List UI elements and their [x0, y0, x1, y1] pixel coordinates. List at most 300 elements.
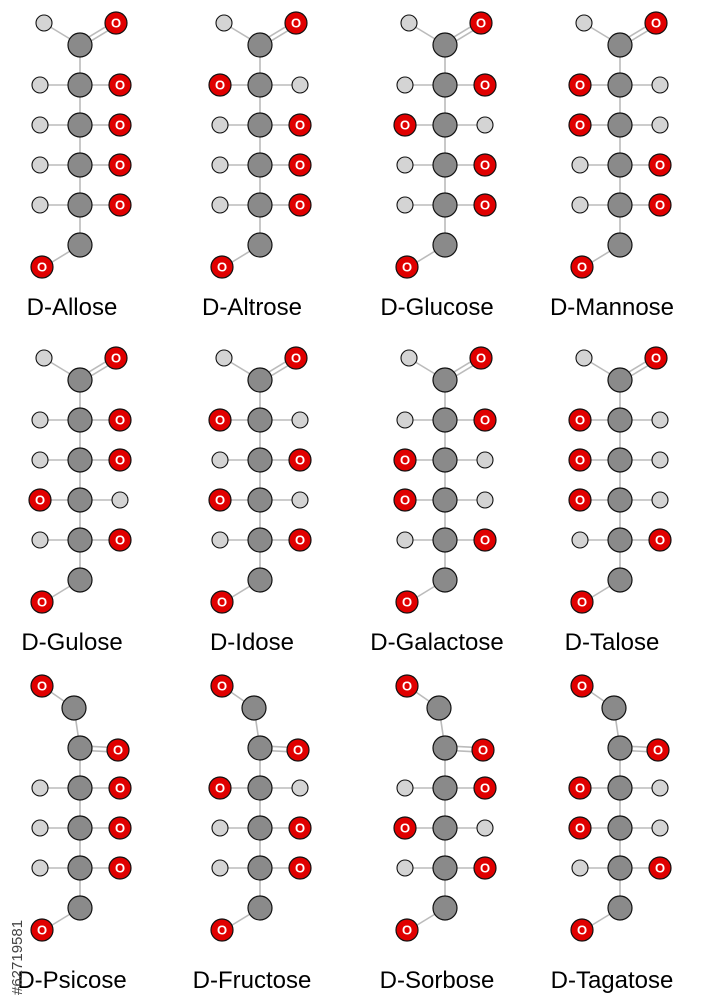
hydrogen-atom — [397, 197, 413, 213]
oxygen-atom — [472, 739, 494, 761]
carbon-atom — [608, 73, 632, 97]
molecule-name-label: D-Gulose — [21, 629, 123, 656]
molecule-name-label: D-Mannose — [549, 294, 675, 321]
oxygen-atom-label: O — [216, 594, 228, 610]
hydrogen-atom — [397, 412, 413, 428]
oxygen-atom-label: O — [401, 594, 413, 610]
bond-group — [580, 23, 660, 267]
carbon-atom — [248, 368, 272, 392]
oxygen-atom — [396, 675, 418, 697]
carbon-atom — [608, 528, 632, 552]
carbon-atom — [433, 816, 457, 840]
oxygen-atom — [109, 529, 131, 551]
oxygen-atom — [569, 74, 591, 96]
oxygen-atom — [31, 256, 53, 278]
hydrogen-atom — [397, 77, 413, 93]
carbon-atom — [242, 696, 266, 720]
oxygen-atom — [396, 256, 418, 278]
hydrogen-atom — [32, 157, 48, 173]
molecule-d-altrose — [202, 12, 311, 321]
oxygen-atom — [289, 114, 311, 136]
molecule-d-mannose — [550, 12, 674, 321]
hydrogen-atom — [576, 350, 592, 366]
oxygen-atom — [569, 817, 591, 839]
molecule-name-label: D-Idose — [209, 629, 295, 656]
oxygen-atom — [31, 675, 53, 697]
carbon-atom — [248, 816, 272, 840]
oxygen-atom-label: O — [576, 594, 588, 610]
molecule-d-talose — [565, 347, 671, 656]
oxygen-atom — [289, 857, 311, 879]
oxygen-atom — [474, 857, 496, 879]
bond-group — [405, 688, 485, 930]
carbon-atom — [68, 776, 92, 800]
oxygen-atom — [109, 777, 131, 799]
oxygen-atom-label: O — [114, 780, 126, 796]
hydrogen-atom — [212, 197, 228, 213]
oxygen-atom — [474, 529, 496, 551]
carbon-atom — [608, 816, 632, 840]
oxygen-atom-label: O — [475, 15, 487, 31]
oxygen-atom — [396, 919, 418, 941]
carbon-atom — [68, 113, 92, 137]
molecule-d-gulose — [21, 347, 131, 656]
molecule-d-fructose — [193, 675, 312, 994]
oxygen-atom — [474, 194, 496, 216]
oxygen-atom-label: O — [652, 742, 664, 758]
oxygen-atom-label: O — [294, 117, 306, 133]
molecule-d-allose — [27, 12, 131, 321]
oxygen-atom-label: O — [399, 117, 411, 133]
oxygen-atom — [31, 919, 53, 941]
molecule-d-galactose — [370, 347, 503, 656]
carbon-atom — [248, 568, 272, 592]
carbon-atom — [433, 33, 457, 57]
oxygen-atom-label: O — [290, 15, 302, 31]
bond-group — [220, 23, 300, 267]
oxygen-atom — [571, 591, 593, 613]
oxygen-atom-label: O — [36, 922, 48, 938]
carbon-atom — [248, 153, 272, 177]
hydrogen-atom — [292, 780, 308, 796]
oxygen-atom-label: O — [650, 15, 662, 31]
carbon-atom — [248, 193, 272, 217]
oxygen-atom-label: O — [574, 820, 586, 836]
carbon-atom — [68, 856, 92, 880]
oxygen-atom — [109, 817, 131, 839]
bond-group — [405, 358, 485, 602]
carbon-atom — [248, 73, 272, 97]
oxygen-atom — [105, 347, 127, 369]
hydrogen-atom — [32, 77, 48, 93]
oxygen-atom-label: O — [479, 197, 491, 213]
oxygen-atom-label: O — [477, 742, 489, 758]
carbon-atom — [248, 776, 272, 800]
oxygen-atom — [209, 489, 231, 511]
carbon-atom — [248, 408, 272, 432]
carbon-atom — [433, 736, 457, 760]
oxygen-atom — [394, 114, 416, 136]
carbon-atom — [433, 408, 457, 432]
hydrogen-atom — [32, 412, 48, 428]
oxygen-atom — [109, 449, 131, 471]
carbon-atom — [248, 33, 272, 57]
oxygen-atom-label: O — [574, 412, 586, 428]
hydrogen-atom — [652, 492, 668, 508]
hydrogen-atom — [212, 452, 228, 468]
carbon-atom — [433, 448, 457, 472]
oxygen-atom — [394, 449, 416, 471]
oxygen-atom-label: O — [574, 492, 586, 508]
oxygen-atom-label: O — [294, 820, 306, 836]
oxygen-atom — [394, 489, 416, 511]
hydrogen-atom — [652, 780, 668, 796]
bond-group — [40, 358, 120, 602]
oxygen-atom — [569, 489, 591, 511]
carbon-atom — [68, 736, 92, 760]
carbon-atom — [68, 233, 92, 257]
oxygen-atom-label: O — [574, 77, 586, 93]
carbon-atom — [433, 528, 457, 552]
oxygen-atom-label: O — [112, 742, 124, 758]
hydrogen-atom — [112, 492, 128, 508]
oxygen-atom-label: O — [294, 157, 306, 173]
carbon-atom — [248, 528, 272, 552]
oxygen-atom-label: O — [294, 452, 306, 468]
oxygen-atom — [109, 74, 131, 96]
oxygen-atom-label: O — [114, 412, 126, 428]
hydrogen-atom — [397, 532, 413, 548]
oxygen-atom-label: O — [216, 922, 228, 938]
oxygen-atom — [29, 489, 51, 511]
oxygen-atom — [289, 449, 311, 471]
carbon-atom — [248, 233, 272, 257]
oxygen-atom — [109, 409, 131, 431]
carbon-atom — [68, 153, 92, 177]
carbon-atom — [608, 233, 632, 257]
oxygen-atom-label: O — [576, 678, 588, 694]
hydrogen-atom — [652, 452, 668, 468]
oxygen-atom — [31, 591, 53, 613]
oxygen-atom-label: O — [479, 77, 491, 93]
hydrogen-atom — [32, 117, 48, 133]
hydrogen-atom — [572, 532, 588, 548]
molecule-name-label: D-Sorbose — [379, 967, 495, 994]
carbon-atom — [68, 73, 92, 97]
oxygen-atom-label: O — [36, 594, 48, 610]
carbon-atom — [68, 816, 92, 840]
carbon-atom — [68, 448, 92, 472]
oxygen-atom-label: O — [576, 922, 588, 938]
oxygen-atom — [470, 347, 492, 369]
carbon-atom — [427, 696, 451, 720]
carbon-atom — [248, 856, 272, 880]
bond-group — [405, 23, 485, 267]
hydrogen-atom — [652, 117, 668, 133]
oxygen-atom — [571, 675, 593, 697]
carbon-atom — [68, 368, 92, 392]
oxygen-atom — [109, 194, 131, 216]
oxygen-atom — [287, 739, 309, 761]
oxygen-atom-label: O — [114, 157, 126, 173]
oxygen-atom-label: O — [475, 350, 487, 366]
oxygen-atom — [474, 777, 496, 799]
carbon-atom — [608, 448, 632, 472]
carbon-atom — [608, 33, 632, 57]
oxygen-atom-label: O — [294, 197, 306, 213]
carbon-atom — [68, 408, 92, 432]
oxygen-atom — [289, 529, 311, 551]
carbon-atom — [248, 448, 272, 472]
hydrogen-atom — [32, 532, 48, 548]
oxygen-atom — [474, 409, 496, 431]
oxygen-atom-label: O — [114, 532, 126, 548]
hydrogen-atom — [36, 15, 52, 31]
oxygen-atom-label: O — [654, 860, 666, 876]
hydrogen-atom — [212, 860, 228, 876]
oxygen-atom-label: O — [290, 350, 302, 366]
hydrogen-atom — [397, 860, 413, 876]
carbon-atom — [68, 528, 92, 552]
hydrogen-atom — [216, 350, 232, 366]
oxygen-atom-label: O — [36, 678, 48, 694]
hydrogen-atom — [32, 197, 48, 213]
oxygen-atom — [647, 739, 669, 761]
hydrogen-atom — [32, 820, 48, 836]
oxygen-atom — [649, 154, 671, 176]
oxygen-atom-label: O — [401, 922, 413, 938]
carbon-atom — [248, 896, 272, 920]
hydrogen-atom — [212, 532, 228, 548]
molecule-name-label: D-Tagatose — [550, 967, 674, 994]
molecule-name-label: D-Talose — [564, 629, 660, 656]
molecule-name-label: D-Allose — [26, 294, 118, 321]
oxygen-atom-label: O — [479, 532, 491, 548]
oxygen-atom — [109, 114, 131, 136]
bond-group — [40, 23, 120, 267]
oxygen-atom-label: O — [114, 860, 126, 876]
carbon-atom — [608, 153, 632, 177]
oxygen-atom-label: O — [292, 742, 304, 758]
hydrogen-atom — [576, 15, 592, 31]
hydrogen-atom — [572, 860, 588, 876]
oxygen-atom — [285, 12, 307, 34]
molecule-name-label: D-Galactose — [370, 629, 504, 656]
oxygen-atom-label: O — [654, 157, 666, 173]
hydrogen-atom — [652, 412, 668, 428]
oxygen-atom-label: O — [574, 780, 586, 796]
oxygen-atom — [649, 529, 671, 551]
oxygen-atom — [474, 74, 496, 96]
oxygen-atom — [107, 739, 129, 761]
hydrogen-atom — [477, 452, 493, 468]
hydrogen-atom — [32, 780, 48, 796]
hydrogen-atom — [652, 77, 668, 93]
hydrogen-atom — [477, 117, 493, 133]
oxygen-atom — [109, 857, 131, 879]
oxygen-atom-label: O — [114, 820, 126, 836]
oxygen-atom-label: O — [654, 197, 666, 213]
oxygen-atom — [649, 857, 671, 879]
oxygen-atom — [645, 12, 667, 34]
carbon-atom — [433, 73, 457, 97]
oxygen-atom — [394, 817, 416, 839]
oxygen-atom — [569, 777, 591, 799]
oxygen-atom-label: O — [214, 77, 226, 93]
carbon-atom — [62, 696, 86, 720]
oxygen-atom-label: O — [401, 678, 413, 694]
carbon-atom — [68, 568, 92, 592]
bond-group — [220, 358, 300, 602]
hydrogen-atom — [212, 820, 228, 836]
hydrogen-atom — [216, 15, 232, 31]
carbon-atom — [608, 368, 632, 392]
carbon-atom — [608, 776, 632, 800]
oxygen-atom — [396, 591, 418, 613]
hydrogen-atom — [36, 350, 52, 366]
carbon-atom — [433, 233, 457, 257]
watermark-id: #62719581 — [9, 919, 26, 995]
oxygen-atom-label: O — [401, 259, 413, 275]
molecule-d-idose — [209, 347, 311, 656]
carbon-atom — [68, 33, 92, 57]
carbon-atom — [608, 488, 632, 512]
oxygen-atom-label: O — [479, 157, 491, 173]
carbon-atom — [433, 856, 457, 880]
carbon-atom — [433, 488, 457, 512]
hydrogen-atom — [477, 492, 493, 508]
oxygen-atom-label: O — [650, 350, 662, 366]
hydrogen-atom — [401, 15, 417, 31]
oxygen-atom — [211, 919, 233, 941]
oxygen-atom-label: O — [110, 15, 122, 31]
hydrogen-atom — [292, 492, 308, 508]
bond-group — [580, 358, 660, 602]
hydrogen-atom — [32, 452, 48, 468]
oxygen-atom — [109, 154, 131, 176]
oxygen-atom-label: O — [34, 492, 46, 508]
carbon-atom — [608, 856, 632, 880]
molecule-d-tagatose — [551, 675, 674, 994]
oxygen-atom — [571, 256, 593, 278]
carbon-atom — [608, 568, 632, 592]
bond-group — [40, 688, 120, 930]
oxygen-atom-label: O — [114, 117, 126, 133]
oxygen-atom-label: O — [294, 860, 306, 876]
carbon-atom — [608, 193, 632, 217]
hydrogen-atom — [572, 197, 588, 213]
hydrogen-atom — [572, 157, 588, 173]
oxygen-atom-label: O — [114, 77, 126, 93]
oxygen-atom-label: O — [214, 780, 226, 796]
hydrogen-atom — [212, 157, 228, 173]
oxygen-atom-label: O — [399, 820, 411, 836]
carbon-atom — [248, 488, 272, 512]
oxygen-atom — [211, 591, 233, 613]
molecule-d-sorbose — [380, 675, 496, 994]
hydrogen-atom — [292, 412, 308, 428]
bond-group — [220, 688, 300, 930]
carbon-atom — [68, 193, 92, 217]
oxygen-atom-label: O — [574, 452, 586, 468]
hydrogen-atom — [32, 860, 48, 876]
carbon-atom — [608, 736, 632, 760]
molecule-name-label: D-Altrose — [201, 294, 303, 321]
oxygen-atom-label: O — [654, 532, 666, 548]
carbon-atom — [433, 776, 457, 800]
carbon-atom — [433, 568, 457, 592]
hydrogen-atom — [401, 350, 417, 366]
oxygen-atom-label: O — [399, 492, 411, 508]
atom-group — [31, 12, 131, 278]
oxygen-atom-label: O — [216, 259, 228, 275]
atom-group — [31, 675, 131, 941]
carbon-atom — [433, 896, 457, 920]
oxygen-atom — [571, 919, 593, 941]
oxygen-atom-label: O — [479, 780, 491, 796]
molecule-d-psicose — [17, 675, 131, 994]
oxygen-atom-label: O — [110, 350, 122, 366]
oxygen-atom — [645, 347, 667, 369]
carbon-atom — [433, 113, 457, 137]
carbon-atom — [433, 368, 457, 392]
oxygen-atom-label: O — [576, 259, 588, 275]
oxygen-atom-label: O — [114, 452, 126, 468]
oxygen-atom-label: O — [36, 259, 48, 275]
carbon-atom — [602, 696, 626, 720]
carbon-atom — [608, 408, 632, 432]
oxygen-atom — [105, 12, 127, 34]
oxygen-atom — [209, 74, 231, 96]
oxygen-atom — [569, 449, 591, 471]
oxygen-atom — [285, 347, 307, 369]
hydrogen-atom — [477, 820, 493, 836]
carbon-atom — [248, 736, 272, 760]
oxygen-atom — [211, 256, 233, 278]
molecule-name-label: D-Psicose — [17, 967, 127, 994]
carbon-atom — [248, 113, 272, 137]
molecule-name-label: D-Fructose — [192, 967, 312, 994]
molecule-name-label: D-Glucose — [380, 294, 494, 321]
oxygen-atom — [474, 154, 496, 176]
oxygen-atom — [470, 12, 492, 34]
hydrogen-atom — [212, 117, 228, 133]
hydrogen-atom — [397, 157, 413, 173]
oxygen-atom — [289, 194, 311, 216]
oxygen-atom-label: O — [574, 117, 586, 133]
oxygen-atom-label: O — [294, 532, 306, 548]
oxygen-atom — [649, 194, 671, 216]
carbon-atom — [608, 896, 632, 920]
oxygen-atom-label: O — [216, 678, 228, 694]
oxygen-atom-label: O — [214, 412, 226, 428]
oxygen-atom — [289, 154, 311, 176]
oxygen-atom-label: O — [399, 452, 411, 468]
molecule-d-glucose — [380, 12, 496, 321]
oxygen-atom — [569, 114, 591, 136]
oxygen-atom — [569, 409, 591, 431]
oxygen-atom — [209, 409, 231, 431]
oxygen-atom-label: O — [479, 412, 491, 428]
carbon-atom — [68, 488, 92, 512]
bond-group — [580, 688, 660, 930]
carbon-atom — [433, 193, 457, 217]
carbon-atom — [433, 153, 457, 177]
oxygen-atom — [209, 777, 231, 799]
oxygen-atom-label: O — [214, 492, 226, 508]
hydrogen-atom — [652, 820, 668, 836]
oxygen-atom — [211, 675, 233, 697]
